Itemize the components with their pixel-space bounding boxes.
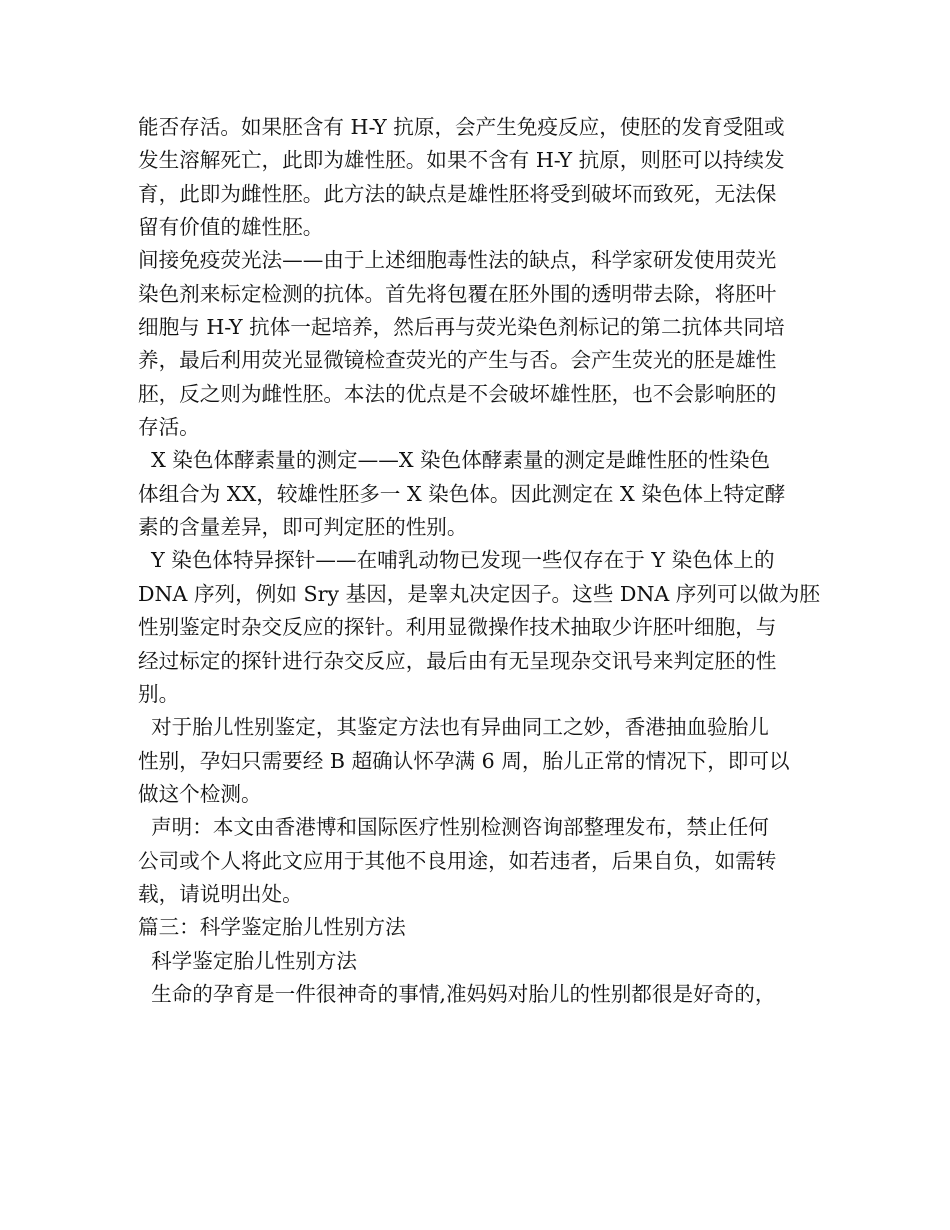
subsection-heading: 科学鉴定胎儿性别方法	[138, 948, 358, 973]
text-line: 染色剂来标定检测的抗体。首先将包覆在胚外围的透明带去除，将胚叶	[138, 281, 777, 306]
text-line: DNA 序列，例如 Sry 基因，是睾丸决定因子。这些 DNA 序列可以做为胚	[138, 581, 820, 606]
text-line: 生命的孕育是一件很神奇的事情,准妈妈对胎儿的性别都很是好奇的，	[138, 981, 776, 1006]
text-line: 存活。	[138, 415, 200, 440]
text-line: 别。	[138, 681, 180, 706]
text-line: 性别鉴定时杂交反应的探针。利用显微操作技术抽取少许胚叶细胞，与	[138, 615, 777, 640]
text-line: 养，最后利用荧光显微镜检查荧光的产生与否。会产生荧光的胚是雄性	[138, 348, 777, 373]
text-line: 胚，反之则为雌性胚。本法的优点是不会破坏雄性胚，也不会影响胚的	[138, 381, 777, 406]
text-line: 公司或个人将此文应用于其他不良用途，如若违者，后果自负，如需转	[138, 848, 777, 873]
text-line: 载，请说明出处。	[138, 881, 303, 906]
body-text	[138, 111, 818, 1011]
text-line: 素的含量差异，即可判定胚的性别。	[138, 515, 468, 540]
text-line: Y 染色体特异探针——在哺乳动物已发现一些仅存在于 Y 染色体上的	[138, 548, 775, 573]
text-line: 细胞与 H-Y 抗体一起培养，然后再与荧光染色剂标记的第二抗体共同培	[138, 315, 785, 340]
text-line: 性别，孕妇只需要经 B 超确认怀孕满 6 周，胎儿正常的情况下，即可以	[138, 748, 790, 773]
text-line: 留有价值的雄性胚。	[138, 215, 324, 240]
text-line: 对于胎儿性别鉴定，其鉴定方法也有异曲同工之妙，香港抽血验胎儿	[138, 715, 769, 740]
text-line: 间接免疫荧光法——由于上述细胞毒性法的缺点，科学家研发使用荧光	[138, 248, 777, 273]
text-line: 声明：本文由香港博和国际医疗性别检测咨询部整理发布，禁止任何	[138, 815, 769, 840]
text-line: X 染色体酵素量的测定——X 染色体酵素量的测定是雌性胚的性染色	[138, 448, 771, 473]
text-line: 做这个检测。	[138, 781, 262, 806]
text-line: 育，此即为雌性胚。此方法的缺点是雄性胚将受到破坏而致死，无法保	[138, 181, 777, 206]
text-line: 能否存活。如果胚含有 H-Y 抗原，会产生免疫反应，使胚的发育受阻或	[138, 115, 785, 139]
text-line: 发生溶解死亡，此即为雄性胚。如果不含有 H-Y 抗原，则胚可以持续发	[138, 148, 785, 173]
text-line: 体组合为 XX，较雄性胚多一 X 染色体。因此测定在 X 染色体上特定酵	[138, 481, 786, 506]
section-heading: 篇三：科学鉴定胎儿性别方法	[138, 915, 406, 940]
text-line: 经过标定的探针进行杂交反应，最后由有无呈现杂交讯号来判定胚的性	[138, 648, 777, 673]
